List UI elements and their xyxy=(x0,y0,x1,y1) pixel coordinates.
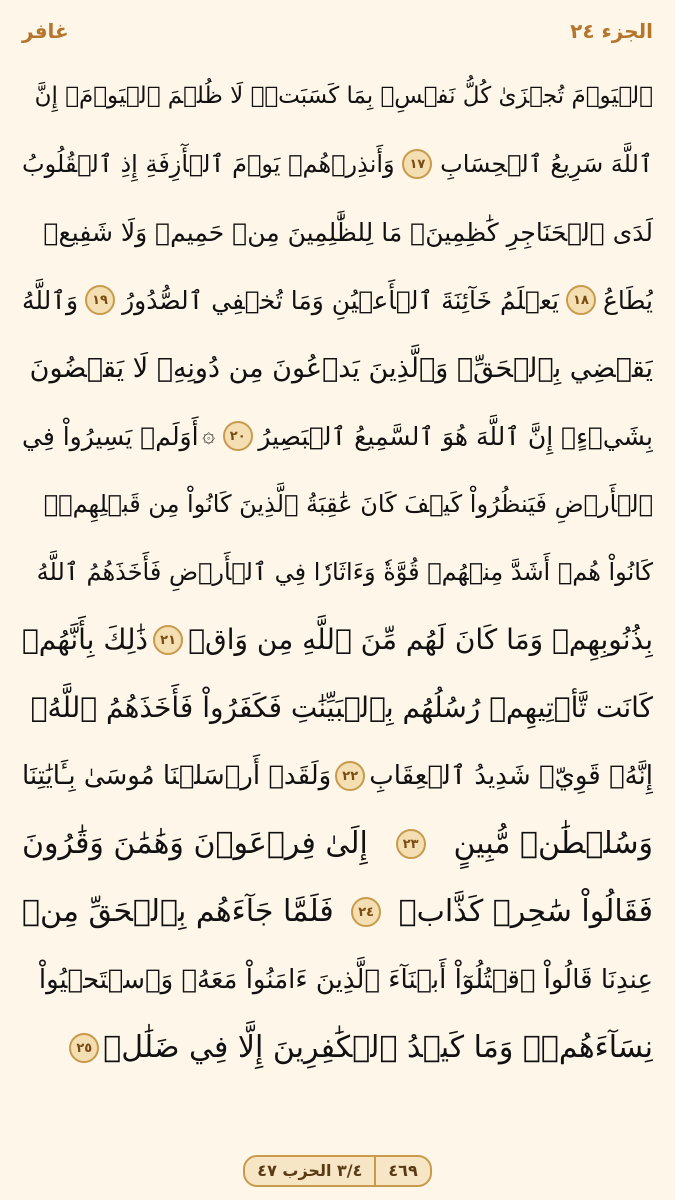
verse-text: يَعۡلَمُ خَآئِنَةَ ٱلۡأَعۡيُنِ وَمَا تُخۡفِي ٱلصُّدُورُ xyxy=(122,285,559,315)
text-line xyxy=(22,470,653,538)
text-line xyxy=(22,742,653,810)
juz-label: الجزء ٢٤ xyxy=(570,19,653,43)
text-line xyxy=(22,334,653,402)
verse-number-marker: ٢٢ xyxy=(335,761,365,791)
verse-number-marker: ٢٥ xyxy=(69,1033,99,1063)
verse-text: يَقۡضِي بِٱلۡحَقِّۖ وَٱلَّذِينَ يَدۡعُونَ مِن دُونِهِۦ لَا يَقۡضُونَ xyxy=(29,352,653,384)
footer-frame xyxy=(243,1155,431,1187)
page-number: ٤٦٩ xyxy=(388,1161,418,1180)
verse-text: وَلَقَدۡ أَرۡسَلۡنَا مُوسَىٰ بِـَٔايَٰتِنَا xyxy=(22,761,332,791)
verse-text: لَدَى ٱلۡحَنَاجِرِ كَٰظِمِينَۚ مَا لِلظَّٰلِمِينَ مِنۡ حَمِيمٖ وَلَا شَفِيعٖ xyxy=(43,217,653,247)
verse-text: يُطَاعُ xyxy=(603,285,653,315)
text-line xyxy=(22,878,653,946)
text-line xyxy=(22,810,653,878)
text-line xyxy=(22,538,653,606)
verse-number-marker: ١٧ xyxy=(402,149,432,179)
text-line xyxy=(22,62,653,130)
page-header xyxy=(22,14,653,48)
section-mark-icon: ۞ xyxy=(202,423,216,448)
verse-number-marker: ٢٠ xyxy=(223,421,253,451)
page-footer xyxy=(0,1154,675,1188)
verse-text: بِذُنُوبِهِمۡ وَمَا كَانَ لَهُم مِّنَ ٱللَّهِ مِن وَاقٖ xyxy=(188,623,653,656)
text-line xyxy=(22,674,653,742)
verse-text: أَوَلَمۡ يَسِيرُواْ فِي xyxy=(22,421,199,451)
verse-text: وَأَنذِرۡهُمۡ يَوۡمَ ٱلۡأٓزِفَةِ إِذِ ٱلۡقُلُوبُ xyxy=(22,150,395,178)
verse-text: ٱلۡيَوۡمَ تُجۡزَىٰ كُلُّ نَفۡسِۭ بِمَا كَسَبَتۡۚ لَا ظُلۡمَ ٱلۡيَوۡمَۚ إِنَّ xyxy=(34,82,653,109)
text-line xyxy=(22,1014,653,1082)
verse-text: كَانُواْ هُمۡ أَشَدَّ مِنۡهُمۡ قُوَّةٗ وَءَاثَارٗا فِي ٱلۡأَرۡضِ فَأَخَذَهُمُ ٱللَّهُ xyxy=(36,558,653,586)
verse-text: إِنَّهُۥ قَوِيّٞ شَدِيدُ ٱلۡعِقَابِ xyxy=(369,761,653,791)
verse-text: ذَٰلِكَ بِأَنَّهُمۡ xyxy=(22,623,148,656)
text-line xyxy=(22,198,653,266)
verse-number-marker: ١٨ xyxy=(566,285,596,315)
verse-text: إِلَىٰ فِرۡعَوۡنَ وَهَٰمَٰنَ وَقَٰرُونَ xyxy=(22,826,368,861)
verse-text: وَسُلۡطَٰنٖ مُّبِينٍ xyxy=(453,826,653,861)
surah-name: غافر xyxy=(22,19,69,43)
text-line xyxy=(22,130,653,198)
text-line xyxy=(22,266,653,334)
verse-number-marker: ٢٣ xyxy=(396,829,426,859)
verse-text: بِشَيۡءٍۗ إِنَّ ٱللَّهَ هُوَ ٱلسَّمِيعُ ٱلۡبَصِيرُ xyxy=(258,421,653,451)
quran-page-text xyxy=(22,62,653,1082)
verse-text: ٱللَّهَ سَرِيعُ ٱلۡحِسَابِ xyxy=(440,150,653,178)
verse-text: وَٱللَّهُ xyxy=(22,285,79,315)
verse-text: كَانَت تَّأۡتِيهِمۡ رُسُلُهُم بِٱلۡبَيِّنَٰتِ فَكَفَرُواْ فَأَخَذَهُمُ ٱللَّهُۚ xyxy=(30,691,653,724)
verse-number-marker: ١٩ xyxy=(85,285,115,315)
verse-text: ٱلۡأَرۡضِ فَيَنظُرُواْ كَيۡفَ كَانَ عَٰقِبَةُ ٱلَّذِينَ كَانُواْ مِن قَبۡلِهِمۡۚ xyxy=(43,490,653,518)
verse-number-marker: ٢١ xyxy=(153,625,183,655)
verse-number-marker: ٢٤ xyxy=(351,897,381,927)
text-line xyxy=(22,402,653,470)
verse-text: فَقَالُواْ سَٰحِرٞ كَذَّابٞ xyxy=(398,894,653,929)
hizb-label: ٣/٤ الحزب ٤٧ xyxy=(257,1161,363,1180)
text-line xyxy=(22,606,653,674)
text-line xyxy=(22,946,653,1014)
verse-text: نِسَآءَهُمۡۚ وَمَا كَيۡدُ ٱلۡكَٰفِرِينَ إِلَّا فِي ضَلَٰلٖ xyxy=(103,1030,653,1065)
verse-text: فَلَمَّا جَآءَهُم بِٱلۡحَقِّ مِنۡ xyxy=(22,894,334,929)
verse-text: عِندِنَا قَالُواْ ٱقۡتُلُوٓاْ أَبۡنَآءَ ٱلَّذِينَ ءَامَنُواْ مَعَهُۥ وَٱسۡتَحۡيُواْ xyxy=(38,965,653,995)
